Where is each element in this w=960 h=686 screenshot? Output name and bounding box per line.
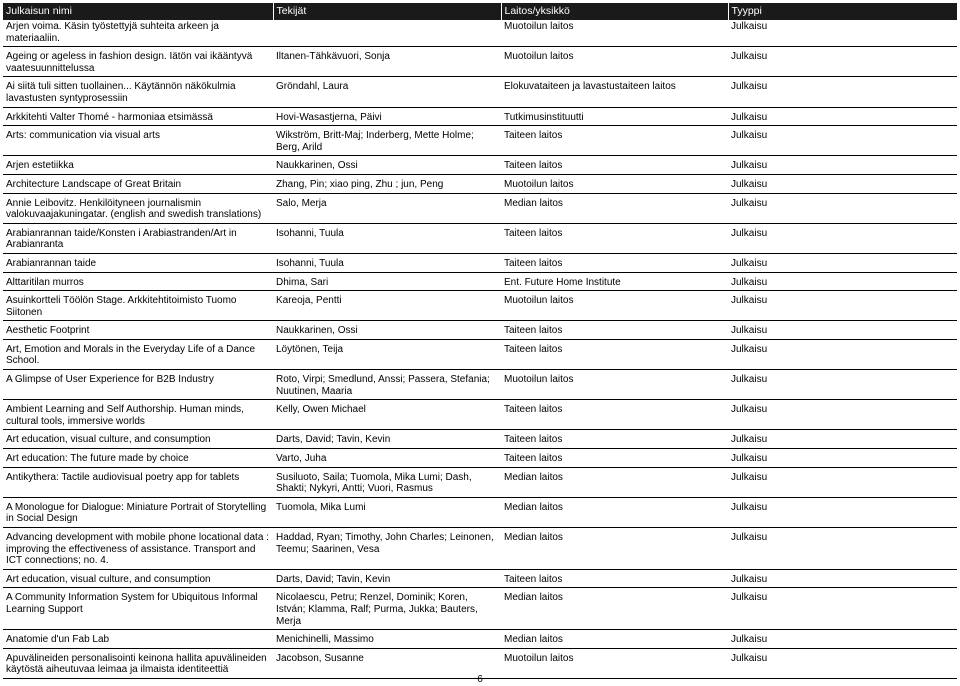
table-row bbox=[3, 257, 957, 272]
department-cell: Muotoilun laitos bbox=[501, 50, 728, 77]
table-row bbox=[3, 373, 957, 400]
publication-name-cell: Arabianrannan taide bbox=[3, 257, 273, 272]
authors-cell: Tuomola, Mika Lumi bbox=[273, 501, 501, 528]
authors-cell: Nicolaescu, Petru; Renzel, Dominik; Koren, István; Klamma, Ralf; Purma, Jukka; Bauters, Merja bbox=[273, 591, 501, 629]
department-cell: Taiteen laitos bbox=[501, 433, 728, 448]
department-cell: Taiteen laitos bbox=[501, 159, 728, 174]
publication-name-cell: Arts: communication via visual arts bbox=[3, 129, 273, 156]
publication-name-cell: Art, Emotion and Morals in the Everyday Life of a Dance School. bbox=[3, 343, 273, 370]
department-cell: Taiteen laitos bbox=[501, 403, 728, 430]
table-row bbox=[3, 501, 957, 528]
table-row bbox=[3, 294, 957, 321]
table-row bbox=[3, 452, 957, 467]
table-row bbox=[3, 80, 957, 107]
department-cell: Taiteen laitos bbox=[501, 452, 728, 467]
table-row bbox=[3, 633, 957, 648]
authors-cell: Iltanen-Tähkävuori, Sonja bbox=[273, 50, 501, 77]
publication-name-cell: Arjen voima. Käsin työstettyjä suhteita arkeen ja materiaaliin. bbox=[3, 20, 273, 47]
publication-name-cell: A Glimpse of User Experience for B2B Industry bbox=[3, 373, 273, 400]
table-row bbox=[3, 197, 957, 224]
authors-cell: Naukkarinen, Ossi bbox=[273, 159, 501, 174]
table-row bbox=[3, 276, 957, 291]
table-row bbox=[3, 129, 957, 156]
publication-name-cell: Apuvälineiden personalisointi keinona hallita apuvälineiden käytöstä aiheutuvaa leimaa ja ilmaista identiteettiä bbox=[3, 652, 273, 679]
header-publication-name: Julkaisun nimi bbox=[3, 3, 273, 20]
authors-cell: Varto, Juha bbox=[273, 452, 501, 467]
authors-cell: Dhima, Sari bbox=[273, 276, 501, 291]
type-cell: Julkaisu bbox=[728, 129, 957, 156]
authors-cell: Wikström, Britt-Maj; Inderberg, Mette Holme; Berg, Arild bbox=[273, 129, 501, 156]
type-cell: Julkaisu bbox=[728, 531, 957, 569]
authors-cell: Jacobson, Susanne bbox=[273, 652, 501, 679]
publication-name-cell: A Community Information System for Ubiquitous Informal Learning Support bbox=[3, 591, 273, 629]
table-row bbox=[3, 178, 957, 193]
header-authors: Tekijät bbox=[273, 3, 501, 20]
authors-cell: Isohanni, Tuula bbox=[273, 227, 501, 254]
authors-cell: Susiluoto, Saila; Tuomola, Mika Lumi; Dash, Shakti; Nykyri, Antti; Vuori, Rasmus bbox=[273, 471, 501, 498]
authors-cell: Kelly, Owen Michael bbox=[273, 403, 501, 430]
authors-cell: Naukkarinen, Ossi bbox=[273, 324, 501, 339]
type-cell: Julkaisu bbox=[728, 227, 957, 254]
type-cell: Julkaisu bbox=[728, 343, 957, 370]
type-cell: Julkaisu bbox=[728, 501, 957, 528]
type-cell: Julkaisu bbox=[728, 276, 957, 291]
publication-name-cell: Architecture Landscape of Great Britain bbox=[3, 178, 273, 193]
department-cell: Muotoilun laitos bbox=[501, 178, 728, 193]
page-number: 6 bbox=[477, 674, 483, 685]
publication-table-page bbox=[3, 3, 957, 679]
type-cell: Julkaisu bbox=[728, 591, 957, 629]
authors-cell: Hovi-Wasastjerna, Päivi bbox=[273, 111, 501, 126]
table-row bbox=[3, 573, 957, 588]
authors-cell: Löytönen, Teija bbox=[273, 343, 501, 370]
type-cell: Julkaisu bbox=[728, 257, 957, 272]
department-cell: Median laitos bbox=[501, 633, 728, 648]
publication-name-cell: Ambient Learning and Self Authorship. Human minds, cultural tools, immersive worlds bbox=[3, 403, 273, 430]
publication-name-cell: Art education: The future made by choice bbox=[3, 452, 273, 467]
department-cell: Median laitos bbox=[501, 591, 728, 629]
table-row bbox=[3, 227, 957, 254]
department-cell: Taiteen laitos bbox=[501, 573, 728, 588]
table-header-row bbox=[3, 3, 957, 20]
table-row bbox=[3, 403, 957, 430]
department-cell: Taiteen laitos bbox=[501, 324, 728, 339]
table-row bbox=[3, 159, 957, 174]
department-cell: Ent. Future Home Institute bbox=[501, 276, 728, 291]
type-cell: Julkaisu bbox=[728, 111, 957, 126]
publication-name-cell: Aesthetic Footprint bbox=[3, 324, 273, 339]
type-cell: Julkaisu bbox=[728, 403, 957, 430]
type-cell: Julkaisu bbox=[728, 471, 957, 498]
type-cell: Julkaisu bbox=[728, 652, 957, 679]
publication-name-cell: Arjen estetiikka bbox=[3, 159, 273, 174]
table-body bbox=[3, 20, 957, 678]
publication-name-cell: Arabianrannan taide/Konsten i Arabiastranden/Art in Arabianranta bbox=[3, 227, 273, 254]
type-cell: Julkaisu bbox=[728, 373, 957, 400]
department-cell: Muotoilun laitos bbox=[501, 294, 728, 321]
department-cell: Taiteen laitos bbox=[501, 129, 728, 156]
type-cell: Julkaisu bbox=[728, 50, 957, 77]
table-row bbox=[3, 531, 957, 569]
publication-name-cell: Arkkitehti Valter Thomé - harmoniaa etsimässä bbox=[3, 111, 273, 126]
table-row bbox=[3, 324, 957, 339]
publication-name-cell: Asuinkortteli Töölön Stage. Arkkitehtitoimisto Tuomo Siitonen bbox=[3, 294, 273, 321]
department-cell: Muotoilun laitos bbox=[501, 652, 728, 679]
table-row bbox=[3, 343, 957, 370]
authors-cell: Isohanni, Tuula bbox=[273, 257, 501, 272]
department-cell: Elokuvataiteen ja lavastustaiteen laitos bbox=[501, 80, 728, 107]
department-cell: Taiteen laitos bbox=[501, 227, 728, 254]
table-row bbox=[3, 50, 957, 77]
publication-name-cell: A Monologue for Dialogue: Miniature Portrait of Storytelling in Social Design bbox=[3, 501, 273, 528]
authors-cell: Salo, Merja bbox=[273, 197, 501, 224]
publication-table bbox=[3, 3, 957, 679]
department-cell: Taiteen laitos bbox=[501, 343, 728, 370]
type-cell: Julkaisu bbox=[728, 159, 957, 174]
authors-cell: Zhang, Pin; xiao ping, Zhu ; jun, Peng bbox=[273, 178, 501, 193]
authors-cell: Roto, Virpi; Smedlund, Anssi; Passera, Stefania; Nuutinen, Maaria bbox=[273, 373, 501, 400]
department-cell: Muotoilun laitos bbox=[501, 373, 728, 400]
type-cell: Julkaisu bbox=[728, 294, 957, 321]
publication-name-cell: Art education, visual culture, and consumption bbox=[3, 573, 273, 588]
publication-name-cell: Anatomie d'un Fab Lab bbox=[3, 633, 273, 648]
table-row bbox=[3, 111, 957, 126]
publication-name-cell: Antikythera: Tactile audiovisual poetry app for tablets bbox=[3, 471, 273, 498]
authors-cell: Menichinelli, Massimo bbox=[273, 633, 501, 648]
department-cell: Muotoilun laitos bbox=[501, 20, 728, 47]
type-cell: Julkaisu bbox=[728, 573, 957, 588]
table-row bbox=[3, 20, 957, 47]
authors-cell: Haddad, Ryan; Timothy, John Charles; Leinonen, Teemu; Saarinen, Vesa bbox=[273, 531, 501, 569]
type-cell: Julkaisu bbox=[728, 20, 957, 47]
type-cell: Julkaisu bbox=[728, 452, 957, 467]
department-cell: Tutkimusinstituutti bbox=[501, 111, 728, 126]
header-department: Laitos/yksikkö bbox=[501, 3, 728, 20]
type-cell: Julkaisu bbox=[728, 197, 957, 224]
publication-name-cell: Ageing or ageless in fashion design. Iätön vai ikääntyvä vaatesuunnittelussa bbox=[3, 50, 273, 77]
department-cell: Median laitos bbox=[501, 531, 728, 569]
type-cell: Julkaisu bbox=[728, 433, 957, 448]
department-cell: Median laitos bbox=[501, 471, 728, 498]
department-cell: Median laitos bbox=[501, 197, 728, 224]
authors-cell bbox=[273, 20, 501, 47]
authors-cell: Kareoja, Pentti bbox=[273, 294, 501, 321]
table-row bbox=[3, 591, 957, 629]
authors-cell: Darts, David; Tavin, Kevin bbox=[273, 433, 501, 448]
department-cell: Taiteen laitos bbox=[501, 257, 728, 272]
type-cell: Julkaisu bbox=[728, 80, 957, 107]
table-row bbox=[3, 471, 957, 498]
type-cell: Julkaisu bbox=[728, 178, 957, 193]
type-cell: Julkaisu bbox=[728, 633, 957, 648]
type-cell: Julkaisu bbox=[728, 324, 957, 339]
table-row bbox=[3, 433, 957, 448]
publication-name-cell: Ai siitä tuli sitten tuollainen... Käytännön näkökulmia lavastusten syntyprosessiin bbox=[3, 80, 273, 107]
authors-cell: Darts, David; Tavin, Kevin bbox=[273, 573, 501, 588]
publication-name-cell: Advancing development with mobile phone locational data : improving the effectiveness of assistance. Transport and ICT connections; no. 4. bbox=[3, 531, 273, 569]
department-cell: Median laitos bbox=[501, 501, 728, 528]
header-type: Tyyppi bbox=[728, 3, 957, 20]
publication-name-cell: Alttaritilan murros bbox=[3, 276, 273, 291]
publication-name-cell: Annie Leibovitz. Henkilöityneen journalismin valokuvaajakuningatar. (english and swedish translations) bbox=[3, 197, 273, 224]
authors-cell: Gröndahl, Laura bbox=[273, 80, 501, 107]
publication-name-cell: Art education, visual culture, and consumption bbox=[3, 433, 273, 448]
